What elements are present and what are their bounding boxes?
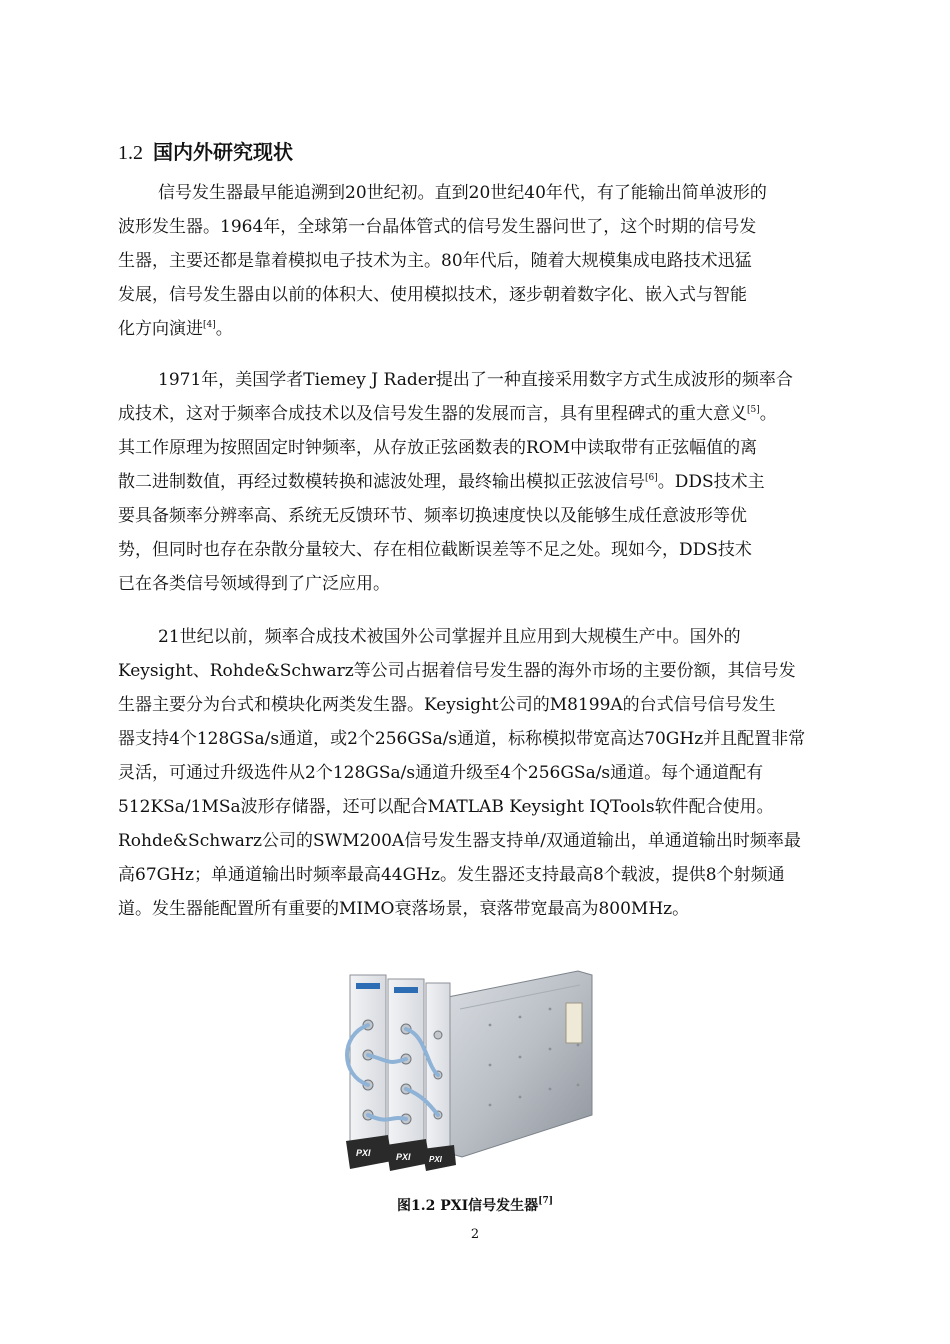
text-line: 高67GHz；单通道输出时频率最高44GHz。发生器还支持最高8个载波，提供8个射频通 (118, 865, 785, 885)
text-run: 。 (759, 404, 777, 424)
text-line: 512KSa/1MSa波形存储器，还可以配合MATLAB Keysight IQTools软件配合使用。 (118, 797, 774, 817)
text-line: 要具备频率分辨率高、系统无反馈环节、频率切换速度快以及能够生成任意波形等优 (118, 506, 747, 526)
text-run: 散二进制数值，再经过数模转换和滤波处理，最终输出模拟正弦波信号 (118, 472, 645, 492)
section-number: 1.2 (118, 142, 143, 164)
page-number: 2 (470, 1227, 480, 1242)
text-line (118, 397, 840, 431)
text-line: 信号发生器最早能追溯到20世纪初。直到20世纪40年代，有了能输出简单波形的 (158, 183, 767, 203)
section-heading (118, 138, 293, 167)
paragraph-1 (118, 176, 840, 346)
citation: [7] (538, 1196, 553, 1206)
citation: [4] (203, 320, 216, 330)
text-line (118, 312, 840, 346)
ni-logo (356, 983, 380, 989)
text-line: 生器，主要还都是靠着模拟电子技术为主。80年代后，随着大规模集成电路技术迅猛 (118, 251, 752, 271)
caption-text: 图1.2 PXI信号发生器 (397, 1198, 539, 1214)
pxi-label: PXI (356, 1148, 371, 1158)
front-panel-3 (426, 983, 450, 1155)
text-run: 。DDS技术主 (657, 472, 765, 492)
text-line: 道。发生器能配置所有重要的MIMO衰落场景，衰落带宽最高为800MHz。 (118, 899, 690, 919)
front-panel-2 (388, 979, 424, 1151)
citation: [5] (747, 405, 760, 415)
pxi-generator-figure (330, 965, 595, 1173)
text-line: 生器主要分为台式和模块化两类发生器。Keysight公司的M8199A的台式信号信号发生 (118, 695, 776, 715)
text-line (118, 465, 840, 499)
ni-logo (394, 987, 418, 993)
paragraph-3 (118, 620, 840, 926)
text-line: 器支持4个128GSa/s通道，或2个256GSa/s通道，标称模拟带宽高达70GHz并且配置非常 (118, 729, 806, 749)
pxi-generator-image (330, 965, 595, 1173)
pxi-label: PXI (396, 1152, 411, 1162)
figure-caption (0, 1196, 950, 1216)
text-line: Keysight、Rohde&Schwarz等公司占据着信号发生器的海外市场的主要份额，其信号发 (118, 661, 796, 681)
text-line: 灵活，可通过升级选件从2个128GSa/s通道升级至4个256GSa/s通道。每个通道配有 (118, 763, 764, 783)
section-title: 国内外研究现状 (153, 140, 293, 164)
text-line: 已在各类信号领域得到了广泛应用。 (118, 574, 390, 594)
text-line: 21世纪以前，频率合成技术被国外公司掌握并且应用到大规模生产中。国外的 (158, 627, 741, 647)
text-line: 1971年，美国学者Tiemey J Rader提出了一种直接采用数字方式生成波形的频率合 (158, 370, 793, 390)
text-run: 化方向演进 (118, 319, 203, 339)
text-line: 波形发生器。1964年，全球第一台晶体管式的信号发生器问世了，这个时期的信号发 (118, 217, 757, 237)
backplane-connector (566, 1003, 582, 1043)
pxi-label: PXI (429, 1155, 442, 1164)
text-line: 势，但同时也存在杂散分量较大、存在相位截断误差等不足之处。现如今，DDS技术 (118, 540, 752, 560)
text-line: 其工作原理为按照固定时钟频率，从存放正弦函数表的ROM中读取带有正弦幅值的离 (118, 438, 758, 458)
text-run: 。 (215, 319, 233, 339)
text-line: 发展，信号发生器由以前的体积大、使用模拟技术，逐步朝着数字化、嵌入式与智能 (118, 285, 747, 305)
paragraph-2 (118, 363, 840, 601)
text-line: Rohde&Schwarz公司的SWM200A信号发生器支持单/双通道输出，单通道输出时频率最 (118, 831, 801, 851)
text-run: 成技术，这对于频率合成技术以及信号发生器的发展而言，具有里程碑式的重大意义 (118, 404, 747, 424)
module-shell (448, 971, 592, 1157)
citation: [6] (645, 473, 658, 483)
